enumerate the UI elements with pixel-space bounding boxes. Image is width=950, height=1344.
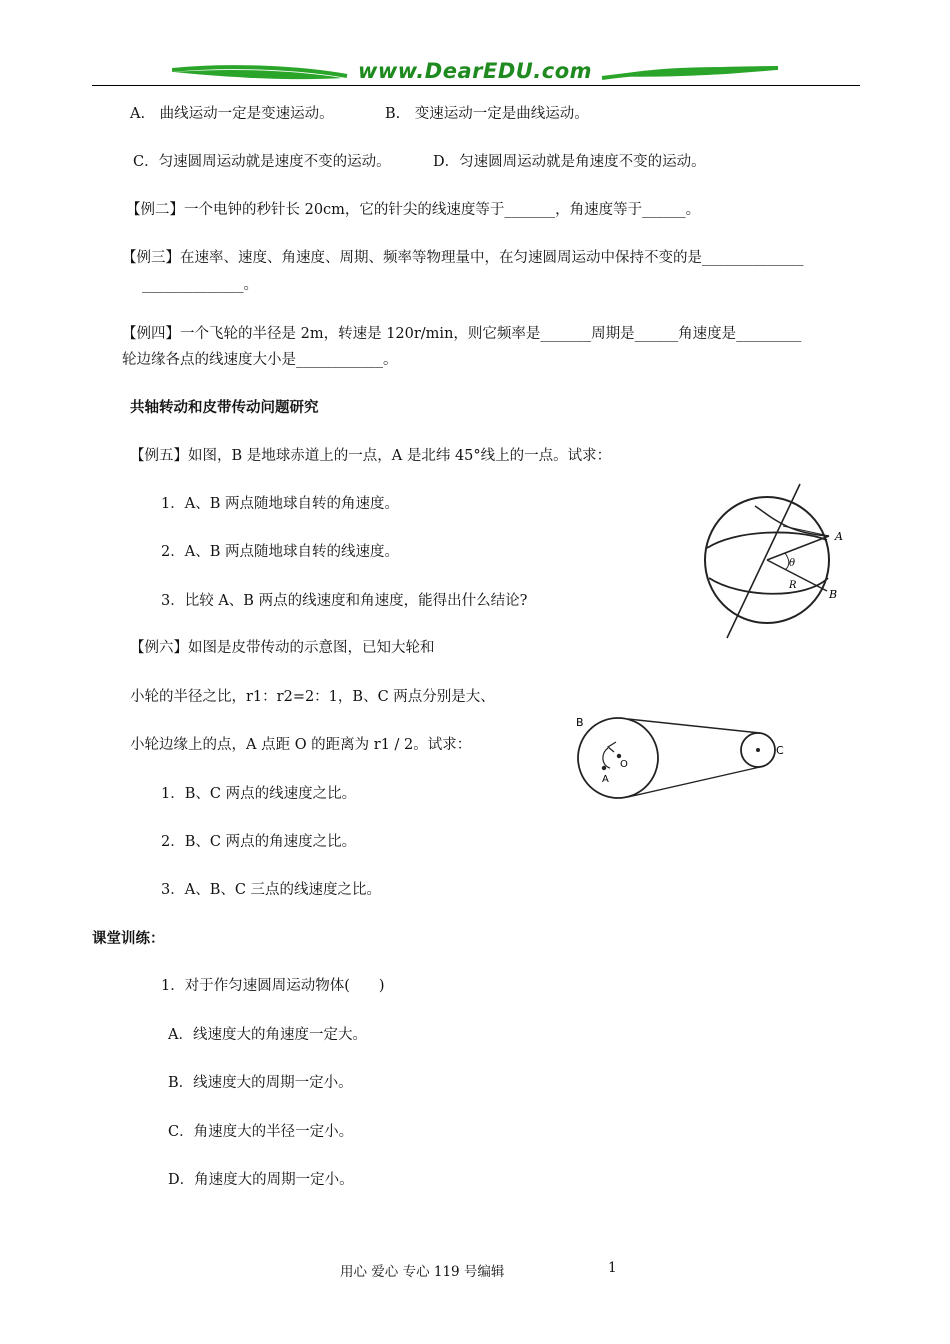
practice-title: 课堂训练： (92, 931, 165, 947)
radius-label: R (789, 580, 797, 591)
section-title: 共轴转动和皮带传动问题研究 (130, 400, 319, 416)
example-5-item-1: 1．A、B 两点随地球自转的角速度。 (161, 496, 399, 512)
example-5-intro: 【例五】如图，B 是地球赤道上的一点，A 是北纬 45°线上的一点。试求： (130, 448, 612, 464)
point-a-label-belt: A (602, 774, 609, 785)
practice-option-a: A．线速度大的角速度一定大。 (168, 1027, 367, 1043)
header-rule (92, 85, 860, 86)
example-4-line1: 【例四】一个飞轮的半径是 2m，转速是 120r/min，则它频率是_______周期是______角速度是_________ (122, 326, 802, 342)
practice-option-c: C．角速度大的半径一定小。 (168, 1124, 354, 1140)
example-4-line2: 轮边缘各点的线速度大小是____________。 (122, 352, 398, 368)
practice-option-b: B．线速度大的周期一定小。 (168, 1075, 353, 1091)
example-3-line1: 【例三】在速率、速度、角速度、周期、频率等物理量中，在匀速圆周运动中保持不变的是______________ (122, 250, 804, 266)
practice-option-d: D．角速度大的周期一定小。 (168, 1172, 354, 1188)
point-a-label: A (835, 530, 843, 543)
example-2: 【例二】一个电钟的秒针长 20cm，它的针尖的线速度等于_______，角速度等于______。 (126, 202, 701, 218)
example-6-item-1: 1．B、C 两点的线速度之比。 (161, 786, 357, 802)
option-a: A. 曲线运动一定是变速运动。 (130, 106, 334, 122)
point-c-label: C (776, 744, 784, 757)
point-b-label: B (829, 588, 838, 601)
earth-globe-figure (695, 478, 850, 641)
option-b: B. 变速运动一定是曲线运动。 (385, 106, 589, 122)
example-3-line2: ______________。 (142, 277, 258, 293)
example-6-line1: 【例六】如图是皮带传动的示意图，已知大轮和 (130, 640, 435, 656)
page-number: 1 (608, 1260, 617, 1276)
example-6-item-3: 3．A、B、C 三点的线速度之比。 (161, 882, 382, 898)
example-5-item-3: 3．比较 A、B 两点的线速度和角速度，能得出什么结论? (161, 593, 528, 609)
example-5-item-2: 2．A、B 两点随地球自转的线速度。 (161, 544, 399, 560)
example-6-item-2: 2．B、C 两点的角速度之比。 (161, 834, 357, 850)
option-d: D．匀速圆周运动就是角速度不变的运动。 (433, 154, 706, 170)
site-logo-text: www.DearEDU.com (357, 59, 593, 83)
example-6-line3: 小轮边缘上的点，A 点距 O 的距离为 r1 / 2。试求： (130, 737, 472, 753)
footer-slogan: 用心 爱心 专心 119 号编辑 (340, 1264, 505, 1280)
example-6-line2: 小轮的半径之比，r1：r2=2：1，B、C 两点分别是大、 (130, 689, 495, 705)
option-c: C．匀速圆周运动就是速度不变的运动。 (133, 154, 391, 170)
belt-drive-figure (570, 712, 792, 804)
center-o-label: O (620, 759, 628, 770)
practice-question-1: 1．对于作匀速圆周运动物体( ) (161, 978, 385, 994)
point-b-label-belt: B (576, 716, 584, 729)
theta-label: θ (789, 558, 796, 569)
